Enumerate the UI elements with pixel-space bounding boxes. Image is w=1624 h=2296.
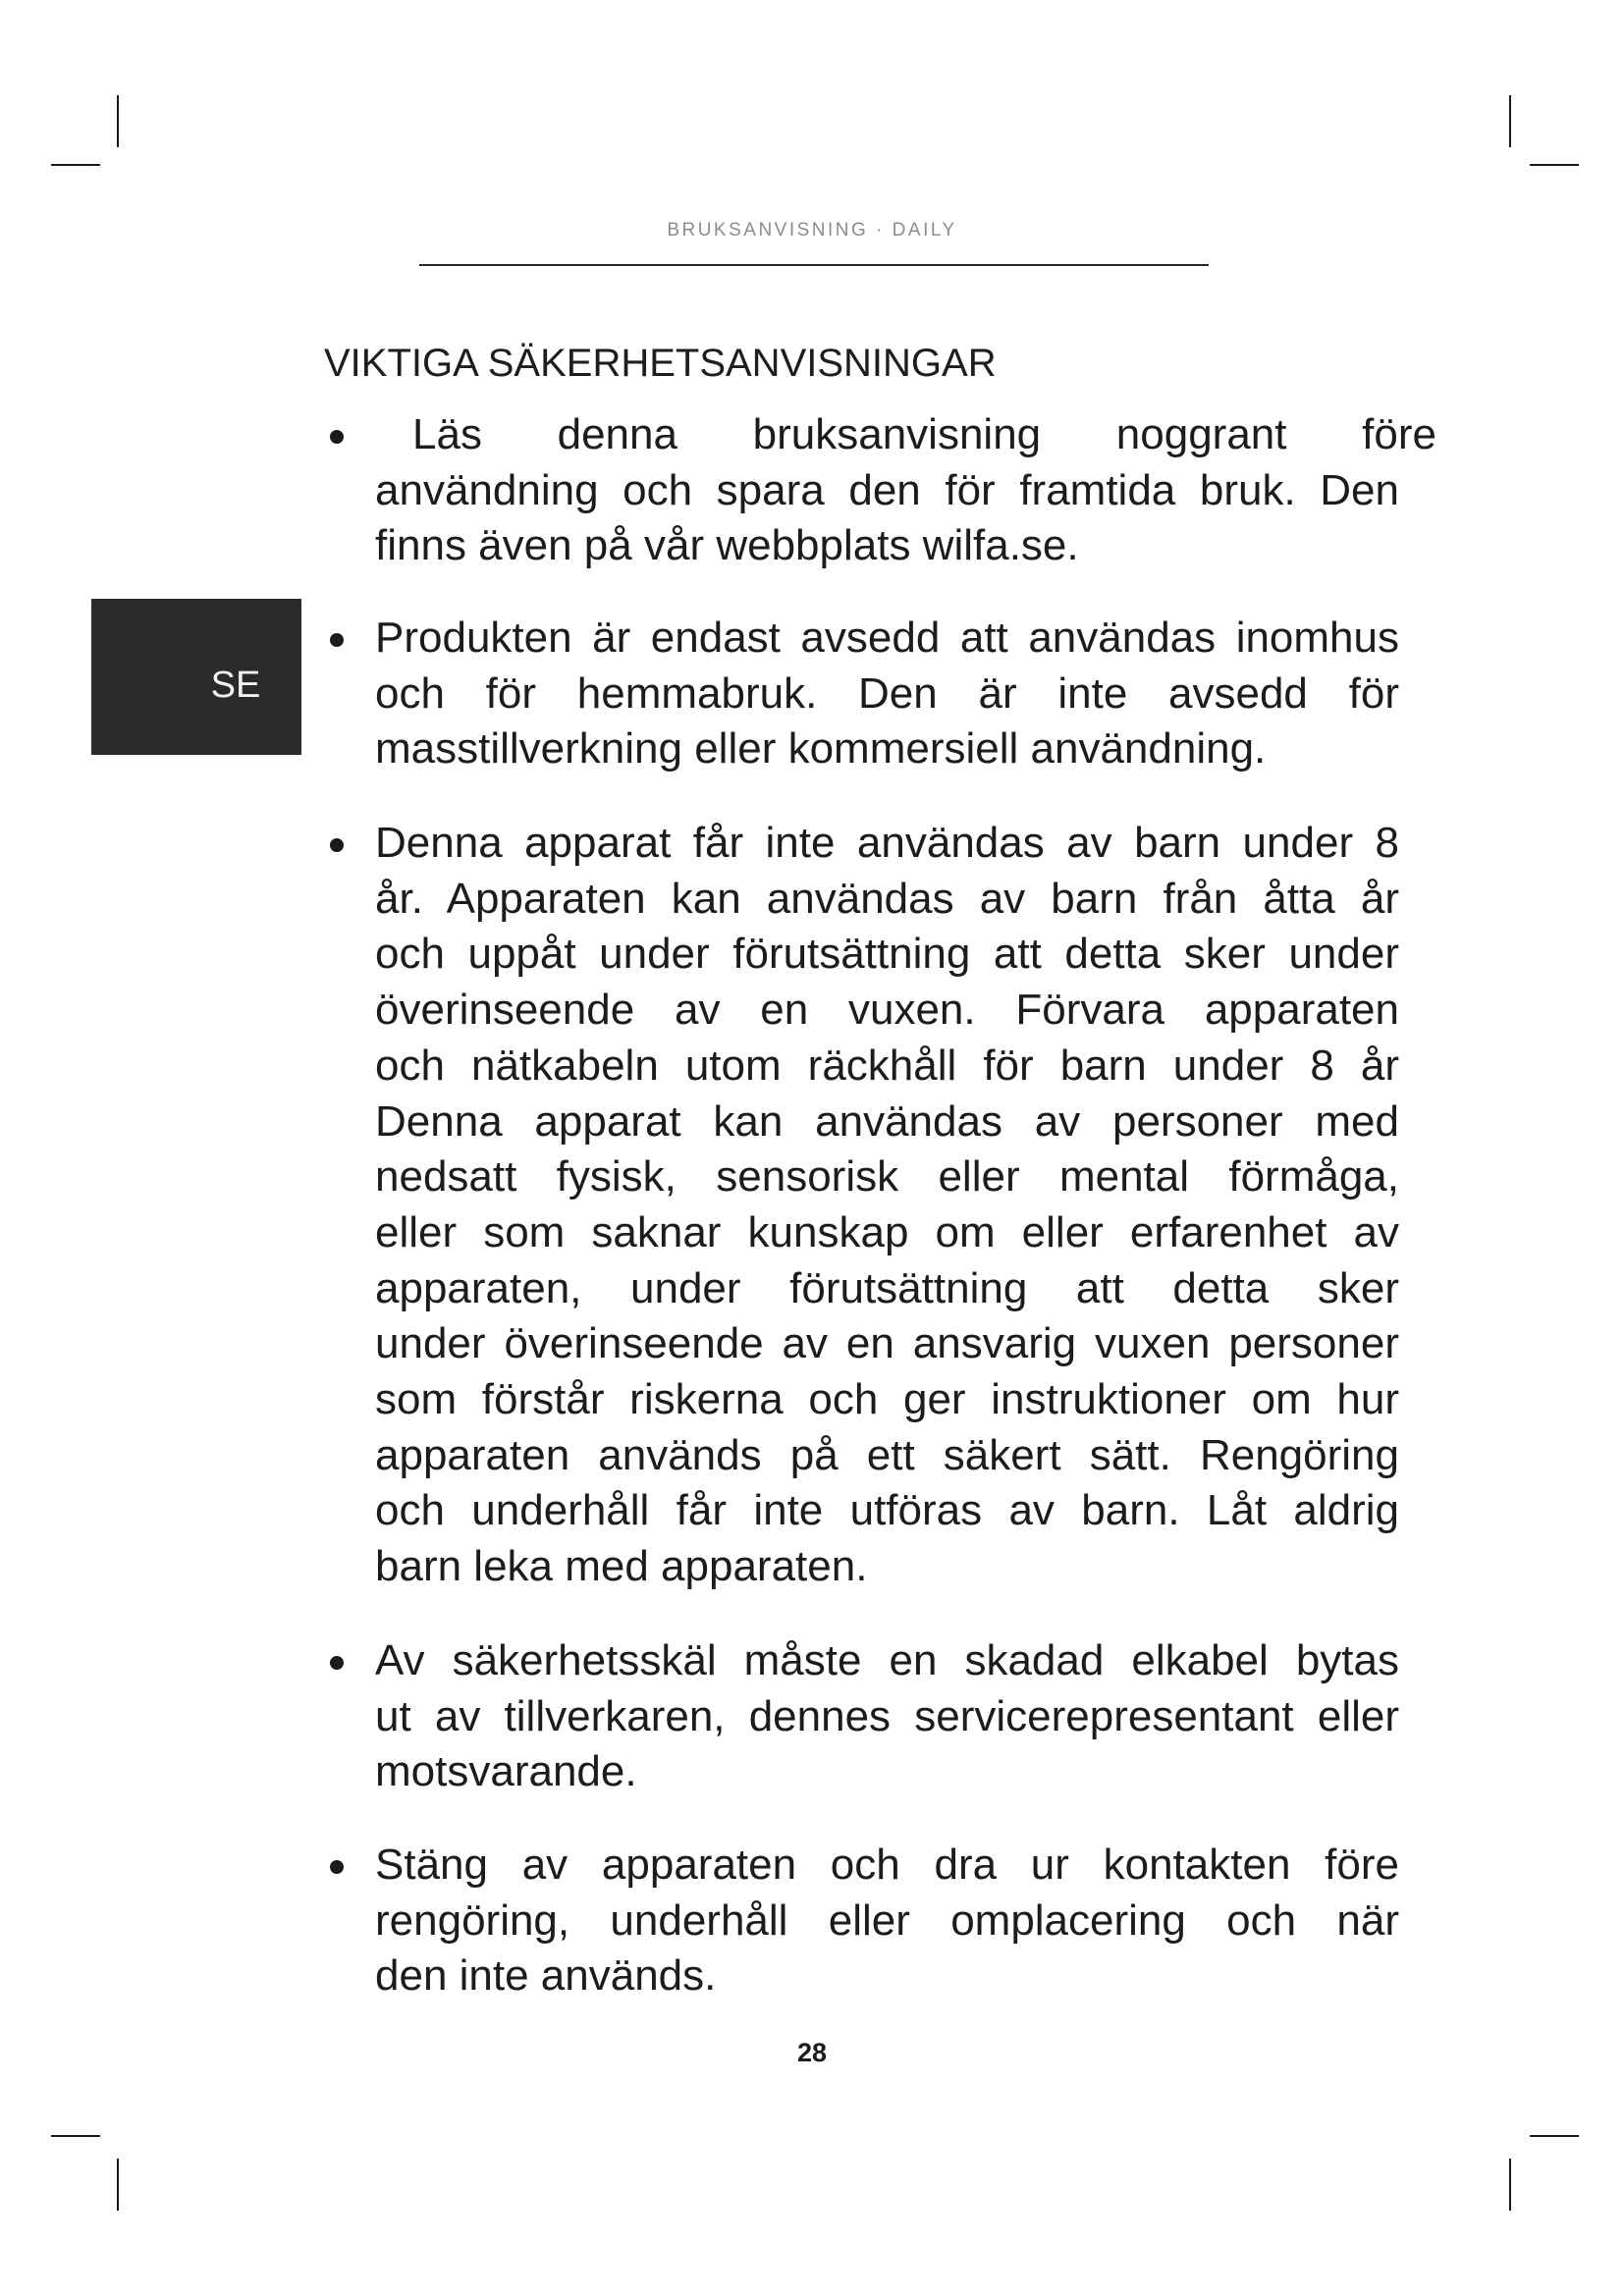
bullet-line: nedsatt fysisk, sensorisk eller mental förmåga, bbox=[375, 1152, 1399, 1201]
bullet-line: Produkten är endast avsedd att användas inomhus bbox=[375, 614, 1399, 662]
crop-mark bbox=[1530, 164, 1579, 166]
bullet-icon bbox=[330, 1860, 344, 1874]
bullet-line: och nätkabeln utom räckhåll för barn under 8 år bbox=[375, 1041, 1399, 1090]
bullet-item bbox=[0, 816, 1624, 1595]
bullet-line: motsvarande. bbox=[375, 1747, 637, 1796]
bullet-line: ut av tillverkaren, dennes servicerepresentant eller bbox=[375, 1691, 1399, 1740]
bullet-line: och uppåt under förutsättning att detta sker under bbox=[375, 930, 1399, 979]
crop-mark bbox=[1509, 2159, 1511, 2211]
bullet-line: Stäng av apparaten och dra ur kontakten före bbox=[375, 1841, 1399, 1889]
bullet-line: och för hemmabruk. Den är inte avsedd för bbox=[375, 668, 1399, 718]
bullet-line: och underhåll får inte utföras av barn. Låt aldrig bbox=[375, 1486, 1399, 1535]
bullet-item bbox=[0, 1633, 1624, 1800]
bullet-line: masstillverkning eller kommersiell användning. bbox=[375, 724, 1267, 774]
bullet-line: eller som saknar kunskap om eller erfarenhet av bbox=[375, 1207, 1399, 1256]
bullet-line: Denna apparat får inte användas av barn under 8 bbox=[375, 819, 1399, 867]
bullet-line: den inte används. bbox=[375, 1951, 717, 2001]
bullet-line: Läs denna bruksanvisning noggrant före bbox=[412, 410, 1436, 458]
bullet-line: användning och spara den för framtida bruk. Den bbox=[375, 465, 1399, 514]
bullet-line: överinseende av en vuxen. Förvara apparaten bbox=[375, 986, 1399, 1035]
bullet-line: Av säkerhetsskäl måste en skadad elkabel bytas bbox=[375, 1636, 1399, 1684]
bullet-line: Denna apparat kan användas av personer med bbox=[375, 1096, 1399, 1146]
bullet-line: rengöring, underhåll eller omplacering och när bbox=[375, 1896, 1399, 1945]
bullet-item bbox=[0, 611, 1624, 777]
crop-mark bbox=[1530, 2135, 1579, 2137]
bullet-line: apparaten används på ett säkert sätt. Rengöring bbox=[375, 1430, 1399, 1479]
page-number: 28 bbox=[796, 2038, 828, 2067]
bullet-line: som förstår riskerna och ger instruktioner om hur bbox=[375, 1375, 1399, 1424]
bullet-line: apparaten, under förutsättning att detta sker bbox=[375, 1263, 1399, 1312]
bullet-icon bbox=[330, 838, 344, 852]
crop-mark bbox=[1509, 95, 1511, 147]
crop-mark bbox=[117, 95, 119, 147]
bullet-item bbox=[0, 1838, 1624, 2004]
bullet-line: år. Apparaten kan användas av barn från åtta år bbox=[375, 874, 1399, 923]
bullet-icon bbox=[330, 430, 344, 444]
bullet-icon bbox=[330, 633, 344, 647]
language-tab-label: SE bbox=[210, 665, 261, 706]
bullet-line: under överinseende av en ansvarig vuxen personer bbox=[375, 1319, 1399, 1368]
header-rule bbox=[419, 264, 1209, 266]
bullet-line: finns även på vår webbplats wilfa.se. bbox=[375, 521, 1079, 570]
section-title: VIKTIGA SÄKERHETSANVISNINGAR bbox=[324, 342, 997, 385]
bullet-line: barn leka med apparaten. bbox=[375, 1542, 868, 1591]
bullet-icon bbox=[330, 1656, 344, 1670]
running-header: BRUKSANVISNING · DAILY bbox=[667, 220, 957, 240]
crop-mark bbox=[51, 2135, 100, 2137]
crop-mark bbox=[117, 2159, 119, 2211]
crop-mark bbox=[51, 164, 100, 166]
bullet-item bbox=[0, 407, 1624, 574]
